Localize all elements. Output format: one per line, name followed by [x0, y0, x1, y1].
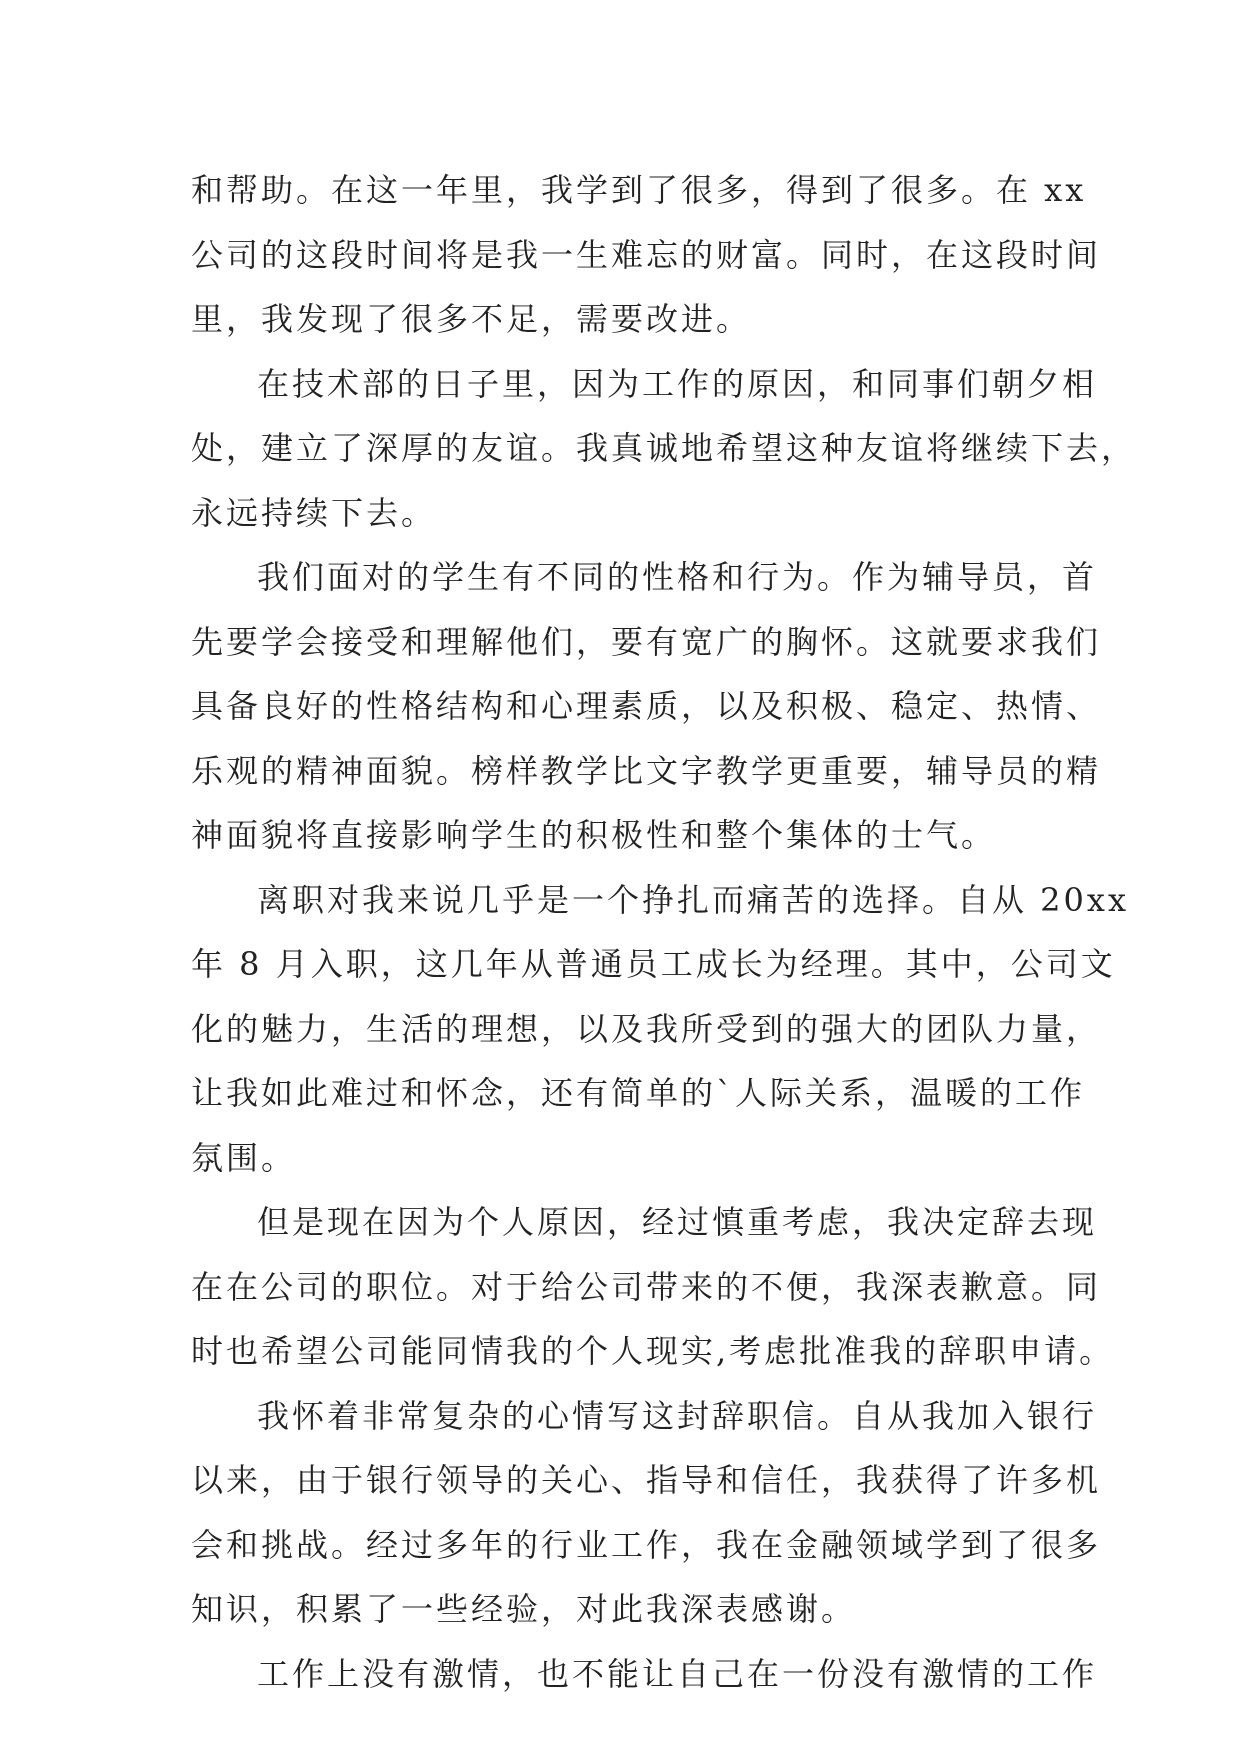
document-body [191, 158, 1137, 1706]
text-line: 具备良好的性格结构和心理素质，以及积极、稳定、热情、 [191, 687, 1102, 725]
text-line: 和帮助。在这一年里，我学到了很多，得到了很多。在 xx [191, 171, 1087, 209]
text-line: 化的魅力，生活的理想，以及我所受到的强大的团队力量， [191, 1009, 1102, 1048]
text-line: 知识，积累了一些经验，对此我深表感谢。 [191, 1590, 857, 1628]
text-line: 以来，由于银行领导的关心、指导和信任，我获得了许多机 [191, 1461, 1102, 1499]
text-line: 里，我发现了很多不足，需要改进。 [191, 300, 752, 338]
text-line: 神面貌将直接影响学生的积极性和整个集体的士气。 [191, 816, 997, 854]
paragraph-first-line: 工作上没有激情，也不能让自己在一份没有激情的工作 [257, 1654, 1098, 1693]
text-line: 时也希望公司能同情我的个人现实,考虑批准我的辞职申请。 [191, 1332, 1115, 1370]
text-line: 永远持续下去。 [191, 493, 437, 532]
text-line: 氛围。 [191, 1138, 297, 1177]
text-line: 年 8 月入职，这几年从普通员工成长为经理。其中，公司文 [191, 945, 1116, 983]
text-line: 让我如此难过和怀念，还有简单的`人际关系，温暖的工作 [191, 1074, 1086, 1112]
text-line: 会和挑战。经过多年的行业工作，我在金融领域学到了很多 [191, 1525, 1102, 1564]
text-line: 先要学会接受和理解他们，要有宽广的胸怀。这就要求我们 [191, 622, 1102, 661]
text-line: 在在公司的职位。对于给公司带来的不便，我深表歉意。同 [191, 1267, 1102, 1306]
paragraph-first-line: 我怀着非常复杂的心情写这封辞职信。自从我加入银行 [257, 1396, 1098, 1435]
text-line: 处，建立了深厚的友谊。我真诚地希望这种友谊将继续下去， [191, 429, 1137, 467]
paragraph-first-line: 但是现在因为个人原因，经过慎重考虑，我决定辞去现 [257, 1203, 1098, 1241]
text-line: 公司的这段时间将是我一生难忘的财富。同时，在这段时间 [191, 235, 1102, 274]
paragraph-first-line: 离职对我来说几乎是一个挣扎而痛苦的选择。自从 20xx [257, 880, 1129, 919]
paragraph-first-line: 我们面对的学生有不同的性格和行为。作为辅导员，首 [257, 558, 1098, 596]
paragraph-first-line: 在技术部的日子里，因为工作的原因，和同事们朝夕相 [257, 364, 1098, 403]
text-line: 乐观的精神面貌。榜样教学比文字教学更重要，辅导员的精 [191, 751, 1102, 790]
